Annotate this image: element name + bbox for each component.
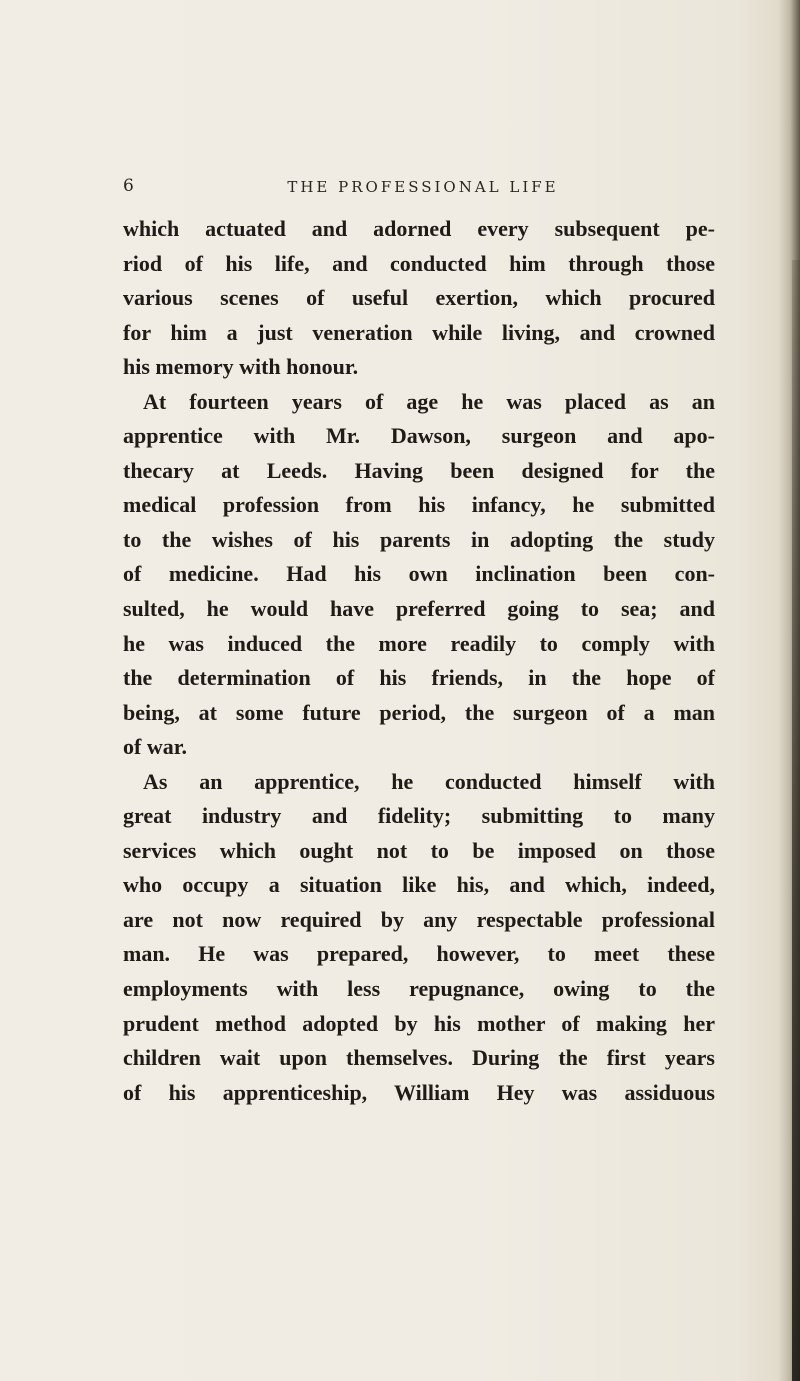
- page-number: 6: [123, 176, 134, 196]
- text-line: of his apprenticeship, William Hey was assiduous: [123, 1079, 715, 1105]
- text-line: riod of his life, and conducted him through those: [123, 250, 715, 276]
- text-line: At fourteen years of age he was placed as an: [143, 388, 715, 414]
- text-line: to the wishes of his parents in adopting the study: [123, 526, 715, 552]
- text-line: thecary at Leeds. Having been designed for the: [123, 457, 715, 483]
- text-line: his memory with honour.: [123, 354, 359, 380]
- text-line: which actuated and adorned every subsequent pe-: [123, 216, 715, 241]
- binding-edge: [792, 260, 800, 1381]
- text-line: various scenes of useful exertion, which procured: [123, 285, 715, 311]
- text-line: are not now required by any respectable professional: [123, 906, 715, 932]
- text-line: of medicine. Had his own inclination been con-: [123, 561, 715, 587]
- text-line: As an apprentice, he conducted himself with: [143, 768, 715, 794]
- running-head: THE PROFESSIONAL LIFE: [287, 178, 559, 196]
- page-header: [123, 176, 723, 200]
- text-line: the determination of his friends, in the hope of: [123, 665, 715, 691]
- text-line: employments with less repugnance, owing to the: [123, 976, 715, 1002]
- text-line: man. He was prepared, however, to meet these: [123, 941, 715, 967]
- text-line: medical profession from his infancy, he submitted: [123, 492, 715, 518]
- text-line: for him a just veneration while living, and crowned: [123, 319, 715, 345]
- text-line: services which ought not to be imposed on those: [123, 837, 715, 863]
- text-line: sulted, he would have preferred going to sea; and: [123, 596, 715, 622]
- text-line: who occupy a situation like his, and which, indeed,: [123, 872, 715, 898]
- text-line: being, at some future period, the surgeon of a man: [123, 699, 715, 725]
- text-line: apprentice with Mr. Dawson, surgeon and apo-: [123, 423, 715, 449]
- text-line: he was induced the more readily to comply with: [123, 630, 715, 656]
- text-line: great industry and fidelity; submitting to many: [123, 803, 715, 829]
- body-text: [123, 212, 715, 1110]
- text-line: prudent method adopted by his mother of making her: [123, 1010, 715, 1036]
- text-line: of war.: [123, 734, 187, 760]
- text-line: children wait upon themselves. During the first years: [123, 1045, 715, 1071]
